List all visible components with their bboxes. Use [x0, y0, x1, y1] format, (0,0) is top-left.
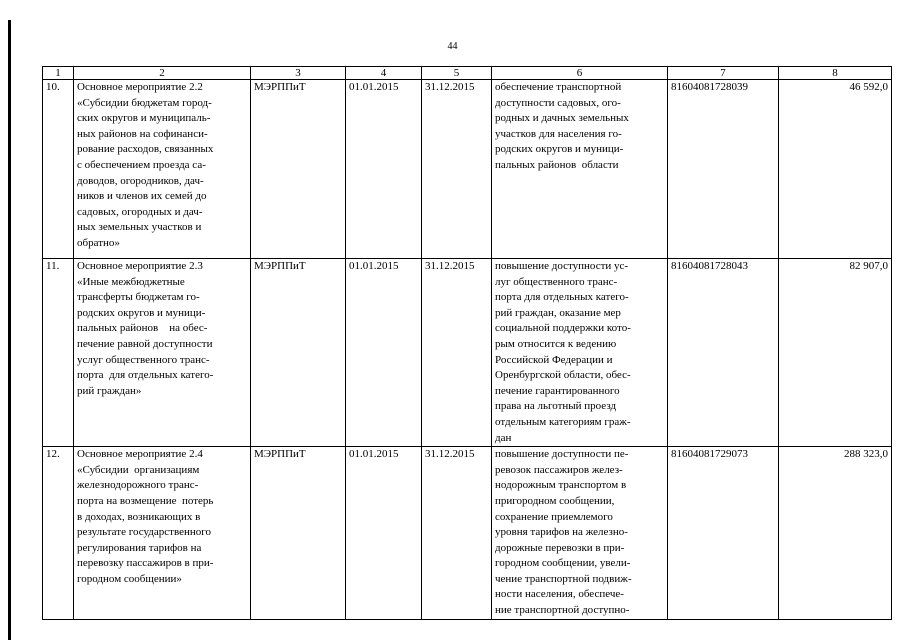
start-date: 01.01.2015: [346, 259, 422, 447]
col-header-6: 6: [492, 67, 668, 80]
row-number: 10.: [43, 80, 74, 259]
table-row: [43, 259, 892, 447]
start-date: 01.01.2015: [346, 447, 422, 620]
expected-result: [492, 447, 668, 620]
expected-result-text: повышение доступности пе- ревозок пассажиров желез- нодорожным транспортом в пригородном сообщении, сохранение приемлемого уровня тарифов на железно- дорожные перевозки в при- городном сообщении, увели- чение транспортной подвиж- ности населения, обеспече- ние транспортной доступно-: [495, 448, 632, 617]
amount: 288 323,0: [779, 447, 892, 620]
measure-name: [74, 447, 251, 620]
executor: МЭРППиТ: [251, 447, 346, 620]
col-header-4: 4: [346, 67, 422, 80]
expected-result: [492, 80, 668, 259]
col-header-8: 8: [779, 67, 892, 80]
amount: 46 592,0: [779, 80, 892, 259]
measure-name-text: Основное мероприятие 2.3 «Иные межбюджетные трансферты бюджетам го- родских округов и муници- пальных районов на обес- печение равной доступности услуг общественного транс- порта для отдельных катего- рий граждан»: [77, 260, 214, 397]
budget-code: 81604081728039: [668, 80, 779, 259]
expected-result-text: обеспечение транспортной доступности садовых, ого- родных и дачных земельных участков для населения го- родских округов и муници- пальных районов области: [495, 81, 629, 171]
col-header-7: 7: [668, 67, 779, 80]
end-date: 31.12.2015: [422, 80, 492, 259]
end-date: 31.12.2015: [422, 259, 492, 447]
measure-name-text: Основное мероприятие 2.2 «Субсидии бюджетам город- ских округов и муниципаль- ных районов на софинанси- рование расходов, связанных с обеспечением проезда са- доводов, огородников, дач- ников и членов их семей до садовых, огородных и дач- ных земельных участков и обратно»: [77, 81, 214, 249]
table-row: [43, 447, 892, 620]
row-number: 11.: [43, 259, 74, 447]
expected-result: [492, 259, 668, 447]
measure-name-text: Основное мероприятие 2.4 «Субсидии организациям железнодорожного транс- порта на возмещение потерь в доходах, возникающих в результате государственного регулирования тарифов на перевозку пассажиров в при- городном сообщении»: [77, 448, 214, 585]
executor: МЭРППиТ: [251, 80, 346, 259]
budget-code: 81604081728043: [668, 259, 779, 447]
expected-result-text: повышение доступности ус- луг общественного транс- порта для отдельных катего- рий граждан, оказание мер социальной поддержки кото- рым относится к ведению Российской Федерации и Оренбургской области, обес- печение гарантированного права на льготный проезд отдельным категориям граж- дан: [495, 260, 631, 444]
table-row: [43, 80, 892, 259]
executor: МЭРППиТ: [251, 259, 346, 447]
budget-code: 81604081729073: [668, 447, 779, 620]
col-header-5: 5: [422, 67, 492, 80]
col-header-3: 3: [251, 67, 346, 80]
measure-name: [74, 80, 251, 259]
amount: 82 907,0: [779, 259, 892, 447]
start-date: 01.01.2015: [346, 80, 422, 259]
col-header-1: 1: [43, 67, 74, 80]
left-margin-rule: [8, 20, 11, 640]
col-header-2: 2: [74, 67, 251, 80]
measure-name: [74, 259, 251, 447]
program-measures-table: [42, 66, 892, 620]
end-date: 31.12.2015: [422, 447, 492, 620]
page-number: 44: [447, 41, 458, 52]
row-number: 12.: [43, 447, 74, 620]
header-row: [43, 67, 892, 80]
